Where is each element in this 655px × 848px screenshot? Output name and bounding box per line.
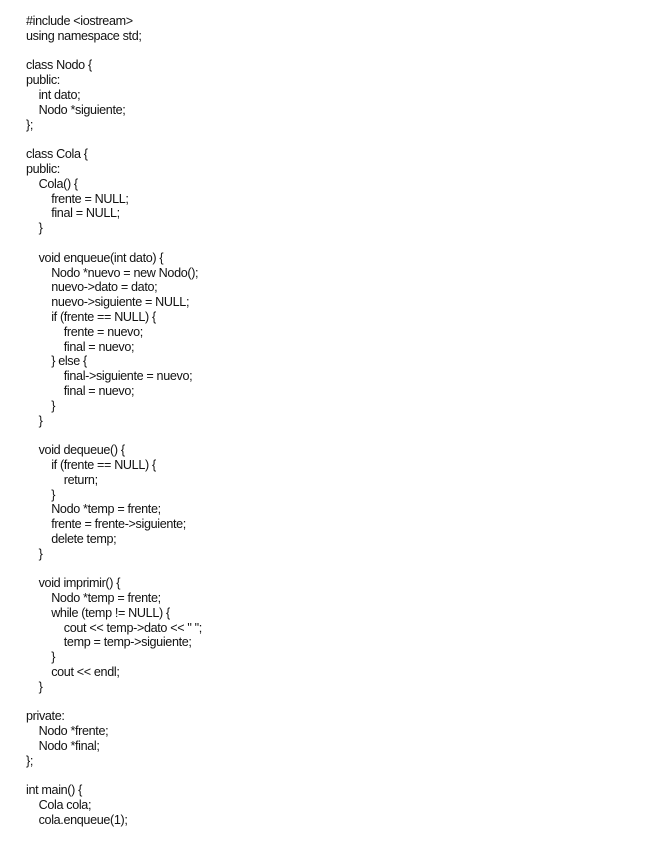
code-line: }	[26, 398, 56, 413]
code-line: Nodo *nuevo = new Nodo();	[26, 265, 199, 280]
code-line	[26, 428, 636, 443]
code-line: public:	[26, 161, 60, 176]
code-line	[26, 44, 636, 59]
code-line: Nodo *temp = frente;	[26, 502, 161, 517]
code-line	[26, 695, 636, 710]
code-line: final = nuevo;	[26, 383, 135, 398]
code-line: }	[26, 221, 43, 236]
code-line: Nodo *temp = frente;	[26, 591, 161, 606]
code-line	[26, 769, 636, 784]
code-line: Nodo *final;	[26, 739, 100, 754]
code-line: } else {	[26, 354, 87, 369]
code-line: temp = temp->siguiente;	[26, 635, 192, 650]
code-line	[26, 561, 636, 576]
code-line: while (temp != NULL) {	[26, 605, 170, 620]
code-line: };	[26, 117, 34, 132]
code-line: Nodo *siguiente;	[26, 102, 126, 117]
code-line: public:	[26, 73, 60, 88]
code-line: }	[26, 487, 56, 502]
code-line: void imprimir() {	[26, 576, 121, 591]
code-line: }	[26, 413, 43, 428]
code-line: if (frente == NULL) {	[26, 309, 156, 324]
code-document	[26, 14, 636, 828]
code-line: cout << endl;	[26, 665, 120, 680]
code-line: return;	[26, 472, 98, 487]
code-line: delete temp;	[26, 531, 117, 546]
code-line: Cola cola;	[26, 798, 92, 813]
code-line: }	[26, 679, 43, 694]
code-line: final->siguiente = nuevo;	[26, 369, 193, 384]
code-line: cout << temp->dato << " ";	[26, 620, 202, 635]
code-line: void dequeue() {	[26, 443, 125, 458]
code-line: frente = frente->siguiente;	[26, 517, 186, 532]
code-line: Cola() {	[26, 176, 78, 191]
code-line: frente = NULL;	[26, 191, 129, 206]
code-line: frente = nuevo;	[26, 324, 143, 339]
code-line: }	[26, 546, 43, 561]
code-line: nuevo->dato = dato;	[26, 280, 158, 295]
code-line: private:	[26, 709, 65, 724]
code-line	[26, 236, 636, 251]
code-line: #include <iostream>	[26, 14, 133, 28]
code-line: Nodo *frente;	[26, 724, 109, 739]
code-line: int dato;	[26, 87, 81, 102]
code-line: final = NULL;	[26, 206, 120, 221]
code-line: class Nodo {	[26, 58, 92, 73]
code-line: nuevo->siguiente = NULL;	[26, 295, 190, 310]
code-line: class Cola {	[26, 147, 88, 162]
code-line: };	[26, 753, 34, 768]
code-line: cola.enqueue(1);	[26, 813, 128, 828]
code-line: final = nuevo;	[26, 339, 135, 354]
code-line: if (frente == NULL) {	[26, 457, 156, 472]
code-line: void enqueue(int dato) {	[26, 250, 164, 265]
code-line: }	[26, 650, 56, 665]
code-line	[26, 132, 636, 147]
code-line: using namespace std;	[26, 28, 142, 43]
code-line: int main() {	[26, 783, 82, 798]
